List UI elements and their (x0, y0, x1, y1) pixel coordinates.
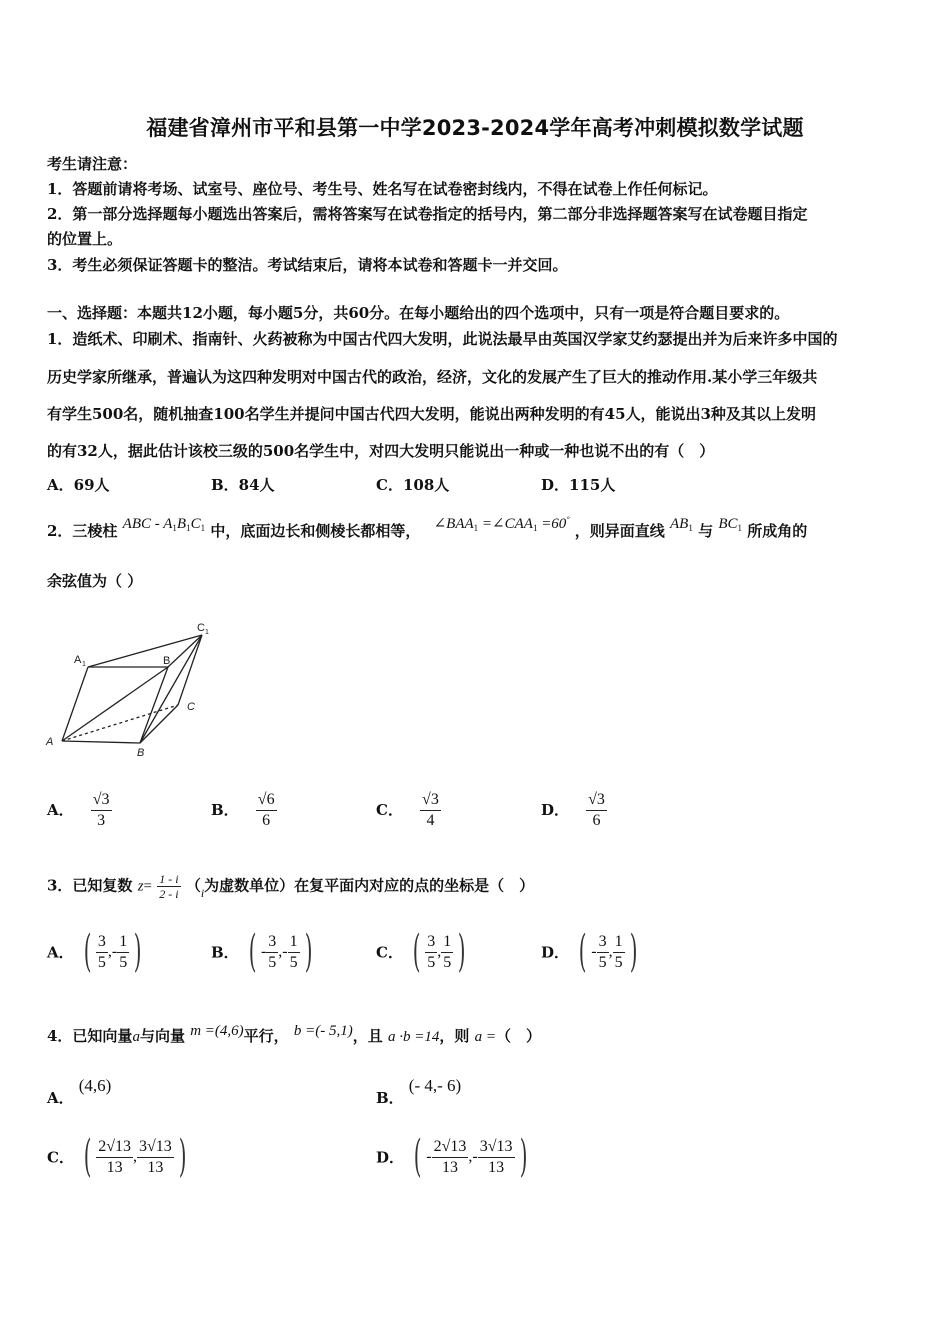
q2-yu: 与 (698, 522, 714, 540)
q4-c-den1: 13 (106, 1158, 123, 1176)
q2-option-d-rad: 3 (596, 791, 605, 808)
q3-c-n1: 3 (425, 932, 437, 953)
q2-mid: 中，底面边长和侧棱长都相等， (210, 522, 421, 540)
q4-mid2: 平行， (243, 1027, 289, 1045)
q4-mid4: ，则 (439, 1027, 470, 1045)
q3-option-c[interactable] (376, 926, 470, 977)
q3-d-comma: , (608, 943, 613, 960)
q3-den: 2 - i (159, 887, 179, 901)
q4-d-lparen: ( (413, 1131, 422, 1182)
q4-line (47, 1025, 541, 1046)
q2-option-a-den: 3 (97, 812, 106, 829)
q1-line-3: 有学生500名，随机抽查100名学生并提问中国古代四大发明，能说出两种发明的有45人，能说出3种及其以上发明 (47, 405, 816, 423)
q2-option-c[interactable] (376, 790, 441, 831)
q2-tail-2: 所成角的 (747, 522, 808, 540)
q2-ab1 (670, 516, 693, 532)
q4-d-den2: 13 (488, 1158, 505, 1176)
q4-m-vector: m =(4,6) (190, 1023, 244, 1039)
edge-a-a1 (62, 667, 88, 741)
q1-option-b[interactable]: B．84人 (211, 476, 275, 494)
q3-d-n1: 3 (597, 932, 609, 953)
q2-option-b-label: B． (211, 801, 239, 819)
q3-paren: （ (185, 876, 201, 895)
q4-c-rparen: ) (178, 1131, 187, 1182)
q4-mid1: 与向量 (139, 1027, 185, 1045)
q3-b-d1: 5 (268, 953, 277, 971)
q3-a-frac2 (117, 932, 129, 973)
label-a1: A (74, 654, 82, 666)
q3-z: z (137, 878, 144, 895)
q3-c-d2: 5 (443, 953, 452, 971)
q3-c-comma: , (437, 943, 442, 960)
q3-option-d[interactable] (541, 926, 642, 977)
q3-b-s2: - (282, 943, 288, 960)
q4-d-rad2: 13 (496, 1137, 513, 1155)
q2-sub-b: 1 (186, 523, 191, 533)
q2-bc1-text: BC (718, 516, 738, 532)
q3-d-d1: 5 (598, 953, 607, 971)
q2-option-a[interactable] (47, 790, 112, 831)
q1-line-2: 历史学家所继承，普遍认为这四种发明对中国古代的政治，经济，文化的发展产生了巨大的推动作用.某小学三年级共 (47, 368, 818, 386)
q3-a-n2: 1 (117, 932, 129, 953)
q3-c-frac1 (425, 932, 437, 973)
q4-d-coef2: 3 (479, 1137, 488, 1155)
q3-a-comma: , (107, 943, 112, 960)
page-title: 福建省漳州市平和县第一中学2023-2024学年高考冲刺模拟数学试题 (146, 116, 804, 140)
q3-i: i (200, 885, 205, 900)
q3-a-n1: 3 (96, 932, 108, 953)
edge-b-b1 (140, 667, 168, 743)
q4-mid3: ，且 (352, 1027, 383, 1045)
q1-option-d[interactable]: D．115人 (541, 476, 616, 494)
notice-item-2: 2．第一部分选择题每小题选出答案后，需将答案写在试卷指定的括号内，第二部分非选择题答案写在试卷题目指定 (47, 205, 808, 223)
q3-a-d1: 5 (97, 953, 106, 971)
q2-prefix: 2．三棱柱 (47, 522, 118, 540)
notice-heading: 考生请注意： (47, 155, 138, 173)
q2-option-b[interactable] (211, 790, 277, 831)
q3-option-b-label: B． (211, 943, 239, 962)
q3-line (47, 872, 534, 901)
q4-d-comma: , (468, 1148, 473, 1165)
q3-a-rparen: ) (133, 926, 142, 977)
q3-a-s2: - (111, 943, 118, 960)
q3-option-c-label: C． (376, 943, 403, 962)
q4-option-d[interactable] (376, 1131, 532, 1182)
q4-d-rparen: ) (519, 1131, 527, 1182)
q1-option-a[interactable]: A．69人 (47, 476, 110, 494)
q1-option-c[interactable]: C．108人 (376, 476, 450, 494)
q3-a-d2: 5 (119, 953, 128, 971)
q2-prism-a1: A (163, 516, 173, 532)
q2-degree: ° (566, 515, 570, 524)
q2-angle-1: ∠BAA (433, 516, 474, 532)
notice-item-3: 3．考生必须保证答题卡的整洁。考试结束后，请将本试卷和答题卡一并交回。 (47, 256, 568, 274)
q3-c-n2: 1 (441, 932, 453, 953)
q2-option-d-den: 6 (592, 812, 601, 829)
q2-option-c-frac: $\frac{√3}{4}$ (422, 791, 439, 829)
q4-c-frac2: $\frac{3√13}{13}$ (139, 1137, 172, 1176)
q4-dot: a ·b =14 (388, 1029, 440, 1045)
q4-option-d-label: D． (376, 1148, 405, 1167)
q2-option-c-label: C． (376, 801, 403, 819)
q4-option-c[interactable] (47, 1131, 191, 1182)
q2-line-2: 余弦值为（ ） (47, 572, 143, 590)
q1-line-1: 1．造纸术、印刷术、指南针、火药被称为中国古代四大发明，此说法最早由英国汉学家艾约瑟提出并为后来许多中国的 (47, 330, 838, 348)
q4-c-rad2: 13 (155, 1137, 172, 1155)
q3-b-n2: 1 (288, 932, 300, 953)
q4-c-coef1: 2 (98, 1137, 107, 1155)
q3-b-rparen: ) (304, 926, 313, 977)
label-a: A (46, 736, 54, 748)
q2-option-a-frac: $\frac{√3}{3}$ (92, 791, 110, 829)
q2-option-c-rad: 3 (430, 791, 439, 808)
q2-sub-ang2: 1 (532, 523, 538, 533)
q3-d-lparen: ( (578, 926, 587, 977)
q3-b-n1: 3 (266, 932, 278, 953)
q2-option-d[interactable] (541, 790, 607, 831)
edge-a-b1 (62, 667, 168, 741)
q2-option-a-rad: 3 (101, 791, 110, 808)
q4-d-frac2: $\frac{3√13}{13}$ (479, 1137, 513, 1176)
q4-c-comma: , (133, 1148, 137, 1165)
q3-c-frac2 (441, 932, 453, 973)
q2-line-1 (47, 515, 808, 541)
q4-prefix: 4．已知向量 (47, 1027, 133, 1045)
q4-option-a[interactable] (47, 1075, 112, 1107)
q3-option-a-label: A． (47, 943, 74, 962)
q2-sub-bc: 1 (737, 523, 742, 533)
q3-d-s1: - (591, 943, 597, 960)
q2-sub-ang1: 1 (473, 523, 479, 533)
q2-option-a-label: A． (47, 801, 74, 819)
q2-option-b-den: 6 (262, 812, 271, 829)
prism-figure (40, 615, 230, 765)
label-c: C (187, 701, 195, 713)
q4-d-den1: 13 (442, 1158, 458, 1176)
q2-bc1 (718, 516, 742, 532)
q4-d-coef1: 2 (433, 1137, 442, 1155)
label-c1-sub: 1 (205, 629, 209, 636)
label-b: B (137, 747, 145, 759)
q2-tail-1: ，则异面直线 (574, 522, 665, 540)
q2-prism-c1: C (190, 516, 201, 532)
q2-option-b-frac: $\frac{√6}{6}$ (257, 791, 275, 829)
q3-option-b[interactable] (211, 926, 317, 977)
q2-option-d-frac: $\frac{√3}{6}$ (588, 791, 605, 829)
q2-prism-b1: B (176, 516, 187, 532)
q2-prism (123, 516, 205, 532)
q3-a-lparen: ( (83, 926, 92, 977)
q4-d-rad1: 13 (450, 1137, 467, 1155)
q4-c-coef2: 3 (139, 1137, 147, 1155)
q4-tail: （ ） (496, 1027, 542, 1045)
q3-b-comma: , (278, 943, 283, 960)
q3-b-frac1 (266, 932, 278, 973)
notice-item-2-cont: 的位置上。 (47, 230, 123, 248)
q2-angle-2: =∠CAA (481, 516, 533, 532)
q4-c-frac1: $\frac{2√13}{13}$ (98, 1137, 131, 1176)
q3-eq: = (143, 878, 152, 895)
q2-sub-a: 1 (172, 523, 177, 533)
q2-sub-c: 1 (200, 523, 206, 533)
q2-angle (434, 516, 570, 532)
q3-num: 1 - i (159, 872, 179, 886)
q3-d-frac1 (597, 932, 609, 973)
label-c1: C (197, 622, 205, 634)
q3-c-lparen: ( (412, 926, 421, 977)
label-b1: B (163, 655, 171, 667)
notice-item-1: 1．答题前请将考场、试室号、座位号、考生号、姓名写在试卷密封线内，不得在试卷上作任何标记。 (47, 180, 718, 198)
q2-option-b-rad: 6 (266, 791, 275, 808)
q4-c-rad1: 13 (115, 1137, 131, 1155)
q3-fraction (157, 872, 180, 901)
label-a1-sub: 1 (82, 661, 86, 668)
section-heading: 一、选择题：本题共12小题，每小题5分，共60分。在每小题给出的四个选项中，只有一项是符合题目要求的。 (47, 304, 790, 322)
q4-d-s1: - (426, 1148, 432, 1165)
q4-option-a-value: (4,6) (78, 1076, 112, 1095)
q3-b-s1: - (260, 943, 267, 960)
q3-b-frac2 (288, 932, 300, 973)
q3-a-frac1 (96, 932, 108, 973)
q2-prism-dash: - (154, 516, 160, 532)
q4-option-c-label: C． (47, 1148, 74, 1167)
q3-tail: 为虚数单位）在复平面内对应的点的坐标是（ ） (204, 876, 535, 895)
q4-d-s2: - (472, 1148, 478, 1165)
q2-option-d-label: D． (541, 801, 570, 819)
q2-sub-ab: 1 (688, 523, 693, 533)
q4-b-vector: b =(- 5,1) (293, 1023, 353, 1039)
q3-d-frac2 (613, 932, 625, 973)
edge-b-c1 (140, 635, 202, 743)
q3-option-a[interactable] (47, 926, 146, 977)
q3-d-n2: 1 (613, 932, 625, 953)
q4-d-frac1: $\frac{2√13}{13}$ (433, 1137, 467, 1176)
q2-ab1-text: AB (670, 516, 689, 532)
edge-a-b (62, 741, 140, 743)
q3-c-d1: 5 (427, 953, 436, 971)
q4-answer-var: a = (474, 1029, 497, 1045)
q3-option-d-label: D． (541, 943, 570, 962)
q4-c-lparen: ( (83, 1131, 92, 1182)
q2-prism-abc: ABC (122, 516, 152, 532)
q3-d-rparen: ) (629, 926, 638, 977)
q3-d-d2: 5 (614, 953, 623, 971)
q3-b-d2: 5 (289, 953, 298, 971)
q3-c-rparen: ) (457, 926, 466, 977)
q4-c-den2: 13 (147, 1158, 164, 1176)
q4-a: a (132, 1029, 140, 1045)
q4-option-a-label: A． (47, 1089, 74, 1107)
q4-option-b-value: (- 4,- 6) (408, 1076, 462, 1095)
q2-option-c-den: 4 (426, 812, 435, 829)
q3-prefix: 3．已知复数 (47, 876, 133, 895)
q4-option-b[interactable] (376, 1075, 462, 1107)
q3-b-lparen: ( (248, 926, 257, 977)
q2-angle-val: =60 (541, 516, 567, 532)
q4-option-b-label: B． (376, 1089, 404, 1107)
q1-line-4: 的有32人，据此估计该校三级的500名学生中，对四大发明只能说出一种或一种也说不出的有（ ） (47, 442, 715, 460)
